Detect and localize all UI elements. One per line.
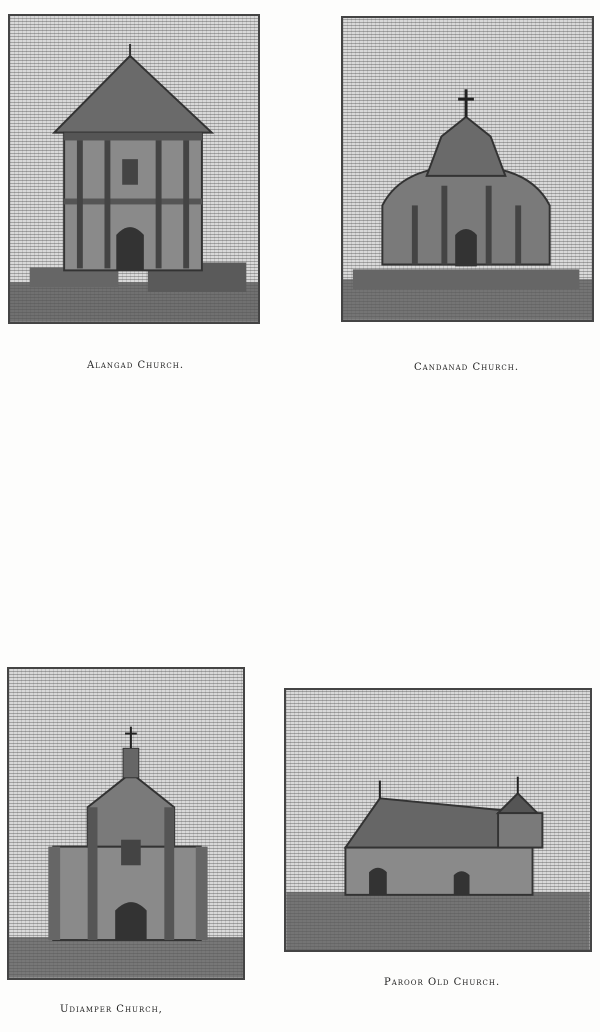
udiamper-church-illustration xyxy=(9,669,243,978)
caption-alangad-church: Alangad Church. xyxy=(87,360,185,371)
alangad-church-engraving xyxy=(8,14,260,324)
candanad-church-illustration xyxy=(343,18,592,320)
paroor-old-church-engraving xyxy=(284,688,592,952)
caption-udiamper-church: Udiamper Church, xyxy=(60,1004,163,1015)
caption-candanad-church: Candanad Church. xyxy=(414,362,520,373)
udiamper-church-engraving xyxy=(7,667,245,980)
caption-paroor-old-church: Paroor Old Church. xyxy=(384,977,501,988)
alangad-church-illustration xyxy=(10,16,258,322)
paroor-old-church-illustration xyxy=(286,690,590,950)
candanad-church-engraving xyxy=(341,16,594,322)
